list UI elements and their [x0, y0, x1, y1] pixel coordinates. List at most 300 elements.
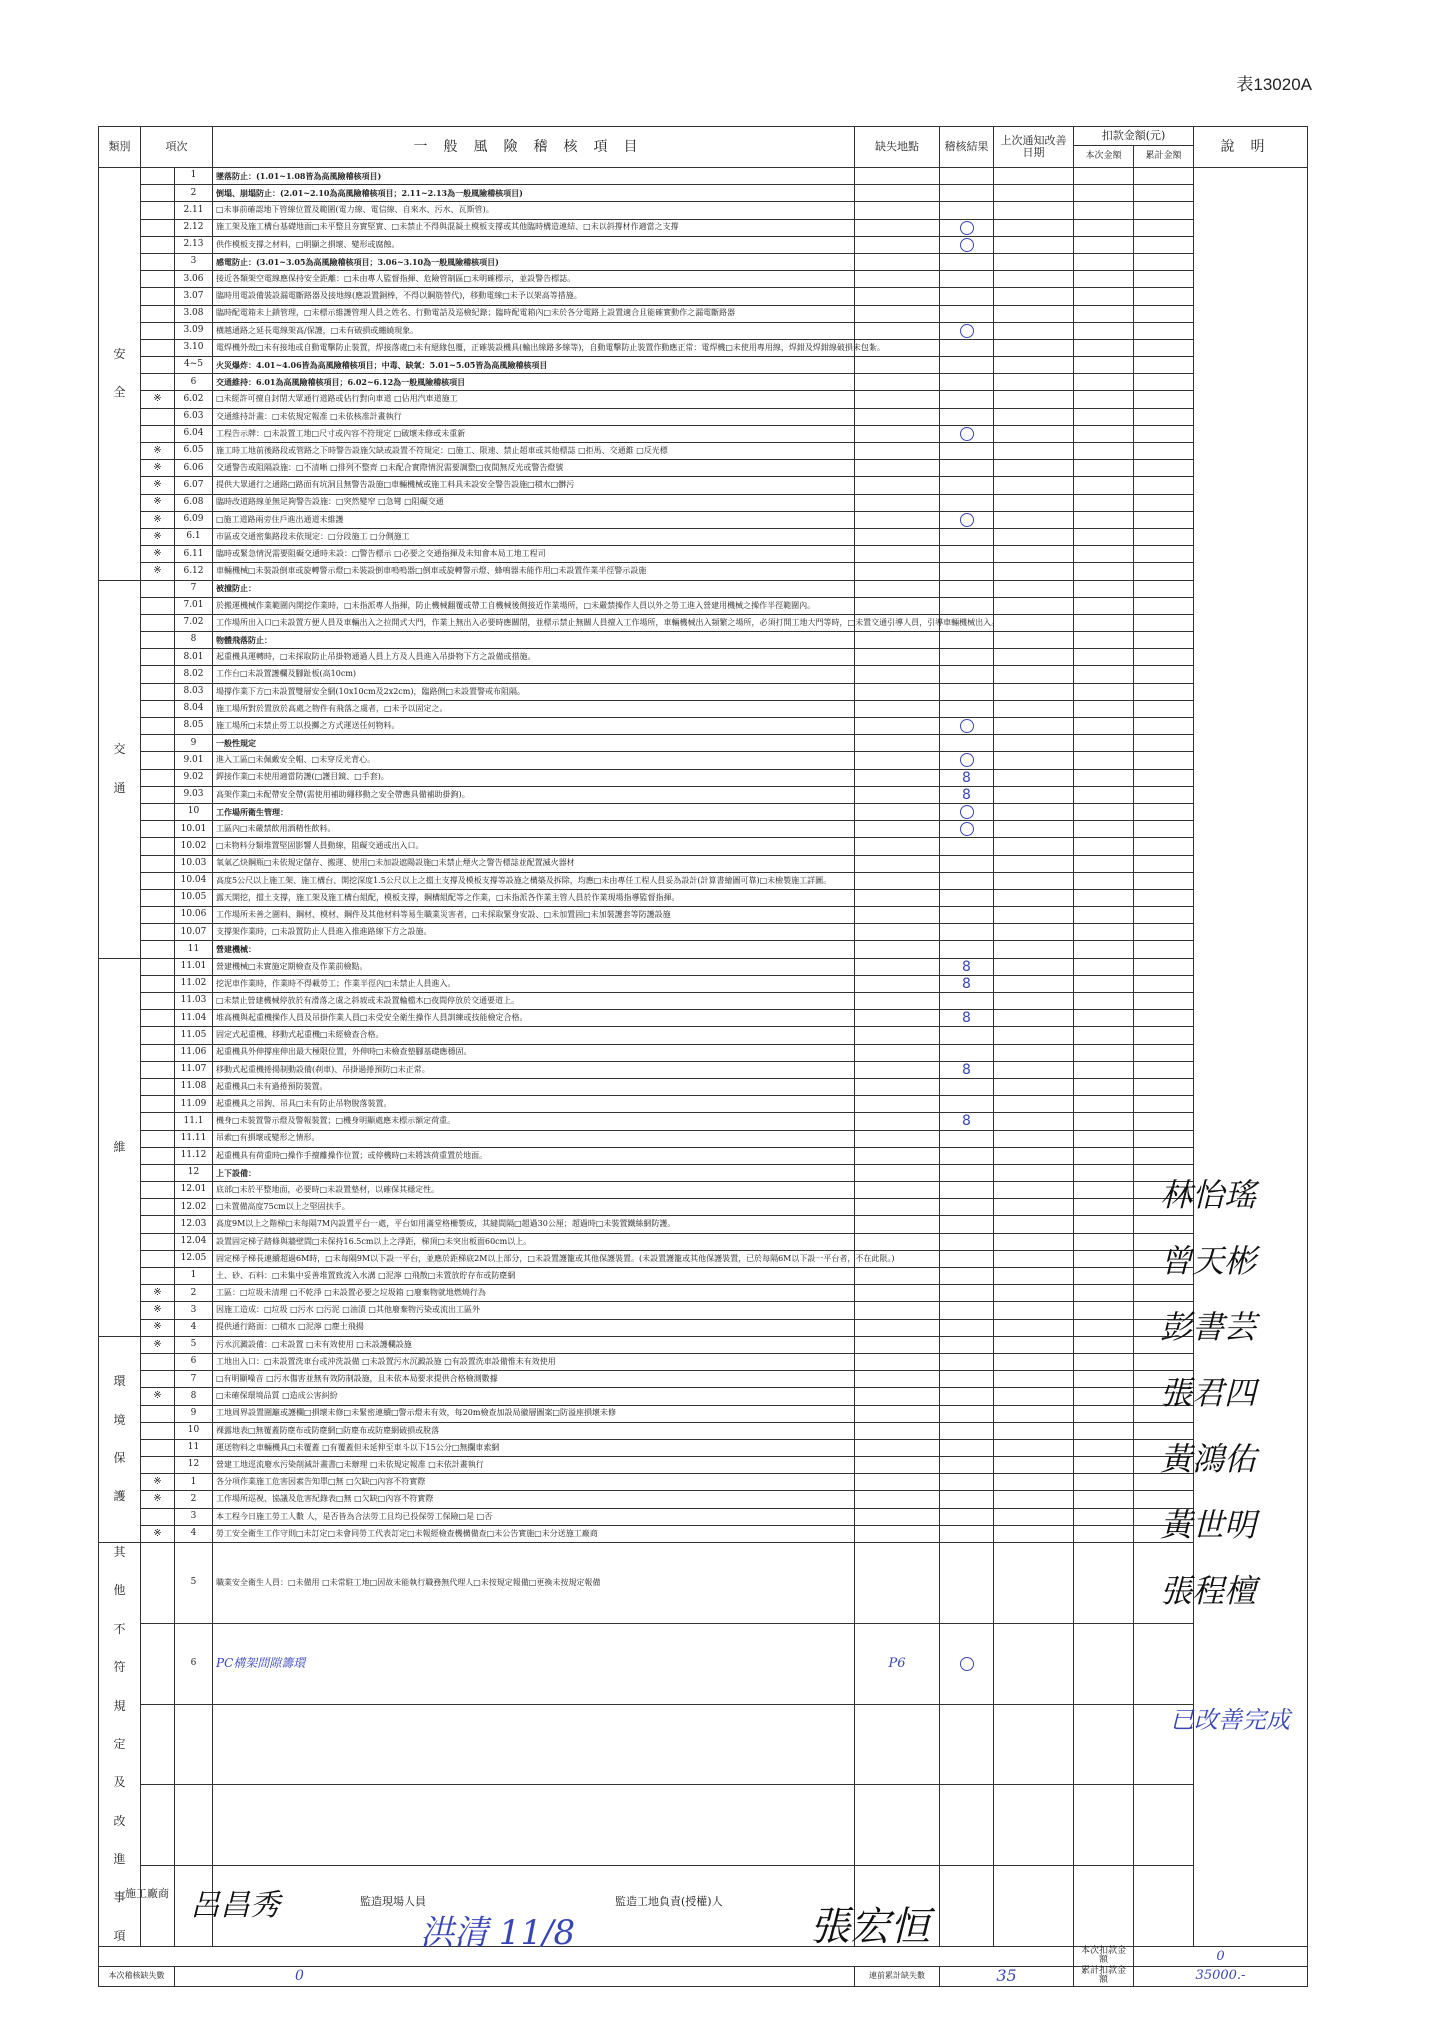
row-mark — [141, 374, 175, 391]
empty-cell — [1134, 253, 1194, 270]
row-result — [940, 374, 994, 391]
empty-cell — [1074, 975, 1134, 992]
table-row — [99, 202, 1308, 219]
row-item-text: 污水沉澱設備：□未設置 □未有效使用 □未設護欄設施 — [213, 1336, 855, 1353]
manager-label: 監造工地負責(授權)人 — [615, 1895, 723, 1908]
empty-cell — [1134, 597, 1194, 614]
row-mark: ※ — [141, 1285, 175, 1302]
form-code: 表13020A — [1236, 75, 1312, 94]
table-row — [99, 443, 1308, 460]
empty-cell — [1134, 443, 1194, 460]
empty-cell — [1074, 219, 1134, 236]
empty-cell — [994, 718, 1074, 735]
row-number: 7.02 — [175, 614, 213, 631]
row-number: 5 — [175, 1543, 213, 1624]
signature-footer — [125, 1875, 1275, 1995]
row-item-text: 提供大眾通行之通路□路面有坑洞且無警告設施□車輛機械或施工料具未設安全警告設施□積水□髒污 — [213, 477, 855, 494]
row-mark — [141, 168, 175, 185]
table-row — [99, 752, 1308, 769]
table-row — [99, 769, 1308, 786]
empty-cell — [994, 907, 1074, 924]
table-row — [99, 1285, 1308, 1302]
row-location — [855, 1543, 940, 1624]
row-item-text: 市區或交通密集路段未依規定：□分段施工 □分側施工 — [213, 528, 855, 545]
row-result — [940, 769, 994, 786]
manager-signature: 張宏恒 — [810, 1904, 930, 1950]
circle-mark-icon — [960, 513, 974, 527]
notes-remark: 已改善完成 — [1170, 1706, 1290, 1734]
table-row — [99, 1704, 1308, 1785]
empty-cell — [1074, 1491, 1134, 1508]
supervisor-label: 監造現場人員 — [360, 1895, 426, 1908]
empty-cell — [1134, 288, 1194, 305]
row-location — [855, 322, 940, 339]
row-item-text: □未禁止營建機械停放於有滑落之虞之斜坡或未設置輪檔木□夜間停放於交通要道上。 — [213, 993, 855, 1010]
row-number: 10.02 — [175, 838, 213, 855]
row-number: 12 — [175, 1164, 213, 1181]
row-result — [940, 683, 994, 700]
row-result — [940, 528, 994, 545]
empty-cell — [1074, 1405, 1134, 1422]
category-cell: 交 通 — [99, 580, 141, 958]
row-location — [855, 1096, 940, 1113]
row-number: 6.06 — [175, 460, 213, 477]
empty-cell — [994, 614, 1074, 631]
row-item-text: 工程告示牌：□未設置工地□尺寸或內容不符規定 □破壞未修或未重新 — [213, 425, 855, 442]
double-circle-mark-icon: 8 — [962, 1061, 971, 1078]
row-item-text: □施工道路兩旁住戶進出通道未維護 — [213, 511, 855, 528]
empty-cell — [994, 958, 1074, 975]
row-item-text: 交通警告或阻隔設施：□不清晰 □排列不整齊 □未配合實際情況需要調整□夜間無反光或警告燈號 — [213, 460, 855, 477]
row-item-text: 裸露地表□無覆蓋防塵布或防塵網□防塵布或防塵網破損或脫落 — [213, 1422, 855, 1439]
empty-cell — [994, 1353, 1074, 1370]
row-location — [855, 391, 940, 408]
header-deduction: 扣款金額(元) — [1074, 127, 1194, 146]
row-number: 12 — [175, 1457, 213, 1474]
table-row — [99, 1268, 1308, 1285]
header-title: 一般風險稽核項目 — [213, 127, 855, 168]
row-result — [940, 408, 994, 425]
row-item-text: □未確保環境品質 □造成公害糾紛 — [213, 1388, 855, 1405]
row-number: 3.09 — [175, 322, 213, 339]
row-location — [855, 941, 940, 958]
table-row — [99, 872, 1308, 889]
row-location — [855, 546, 940, 563]
empty-cell — [994, 322, 1074, 339]
row-location — [855, 1422, 940, 1439]
empty-cell — [994, 993, 1074, 1010]
row-item-text: 堆高機與起重機操作人員及吊掛作業人員□未受安全衛生操作人員訓練或技能檢定合格。 — [213, 1010, 855, 1027]
row-mark — [141, 1623, 175, 1704]
row-mark — [141, 408, 175, 425]
table-row — [99, 494, 1308, 511]
circle-mark-icon — [960, 753, 974, 767]
empty-cell — [1134, 632, 1194, 649]
row-location — [855, 1704, 940, 1785]
row-result — [940, 546, 994, 563]
table-row — [99, 1388, 1308, 1405]
row-result — [940, 838, 994, 855]
empty-cell — [1134, 271, 1194, 288]
row-item-text: 進入工區□未佩戴安全帽、□未穿反光背心。 — [213, 752, 855, 769]
row-location — [855, 1302, 940, 1319]
table-row — [99, 993, 1308, 1010]
empty-cell — [1134, 1623, 1194, 1704]
empty-cell — [1134, 649, 1194, 666]
empty-cell — [1074, 855, 1134, 872]
category-cell: 安 全 — [99, 168, 141, 581]
empty-cell — [994, 1285, 1074, 1302]
empty-cell — [1074, 322, 1134, 339]
row-mark — [141, 1422, 175, 1439]
row-result — [940, 597, 994, 614]
row-item-text: 倒塌、崩塌防止：(2.01~2.10為高風險稽核項目；2.11~2.13為一般風險稽核項目) — [213, 185, 855, 202]
row-result — [940, 443, 994, 460]
row-location — [855, 718, 940, 735]
empty-cell — [1134, 1078, 1194, 1095]
empty-cell — [1134, 408, 1194, 425]
empty-cell — [1074, 1525, 1134, 1542]
empty-cell — [1074, 993, 1134, 1010]
empty-cell — [1074, 666, 1134, 683]
row-number: 10.05 — [175, 889, 213, 906]
empty-cell — [1074, 1182, 1134, 1199]
row-number: 11.09 — [175, 1096, 213, 1113]
row-mark — [141, 683, 175, 700]
table-row — [99, 683, 1308, 700]
row-item-text: 各分項作業施工危害因素告知單□無 □欠缺□內容不符實際 — [213, 1474, 855, 1491]
row-location — [855, 511, 940, 528]
circle-mark-icon — [960, 221, 974, 235]
row-result — [940, 632, 994, 649]
row-location — [855, 185, 940, 202]
row-location — [855, 1199, 940, 1216]
table-row — [99, 1182, 1308, 1199]
row-location — [855, 803, 940, 820]
row-mark — [141, 752, 175, 769]
row-result — [940, 666, 994, 683]
row-result — [940, 322, 994, 339]
row-item-text: 本工程今日施工勞工人數 人，是否皆為合法勞工且均已投保勞工保險□是 □否 — [213, 1508, 855, 1525]
row-item-text: 火災爆炸：4.01~4.06皆為高風險稽核項目；中毒、缺氧：5.01~5.05皆為高風險稽核項目 — [213, 357, 855, 374]
empty-cell — [1074, 683, 1134, 700]
row-result — [940, 1704, 994, 1785]
row-mark — [141, 597, 175, 614]
row-item-text: 高度9M以上之階梯□未每隔7M內設置平台一處，平台如用滿堂格柵製成，其縫間隔□超過30公厘；超過時□未裝置鐵絲網防護。 — [213, 1216, 855, 1233]
empty-cell — [1134, 528, 1194, 545]
row-item-text: 工作台□未設置護欄及腳趾板(高10cm) — [213, 666, 855, 683]
row-item-text — [213, 1785, 855, 1866]
row-item-text: 底部□未於平整地面，必要時□未設置墊材，以確保其穩定性。 — [213, 1182, 855, 1199]
empty-cell — [1134, 1027, 1194, 1044]
empty-cell — [1134, 1010, 1194, 1027]
row-mark — [141, 1164, 175, 1181]
row-location — [855, 735, 940, 752]
row-location — [855, 1130, 940, 1147]
empty-cell — [1074, 1130, 1134, 1147]
circle-mark-icon — [960, 805, 974, 819]
row-result — [940, 271, 994, 288]
empty-cell — [1074, 477, 1134, 494]
row-number: 1 — [175, 168, 213, 185]
row-location — [855, 769, 940, 786]
empty-cell — [1134, 185, 1194, 202]
row-item-text: 臨時用電設備裝設漏電斷路器及接地線(應設置銅棒，不得以鋼筋替代)，移動電線□未予以架高等措施。 — [213, 288, 855, 305]
row-location — [855, 528, 940, 545]
row-result — [940, 1078, 994, 1095]
row-result — [940, 357, 994, 374]
row-mark — [141, 1044, 175, 1061]
notes-signature: 林怡瑤 — [1160, 1176, 1257, 1214]
empty-cell — [994, 1199, 1074, 1216]
table-row — [99, 1353, 1308, 1370]
row-mark — [141, 425, 175, 442]
empty-cell — [1134, 1285, 1194, 1302]
empty-cell — [1134, 803, 1194, 820]
row-item-text: 土、砂、石料：□未集中妥善堆置致流入水溝 □泥濘 □飛散□未置放貯存布或防塵網 — [213, 1268, 855, 1285]
row-location — [855, 1508, 940, 1525]
audit-table — [98, 126, 1308, 1987]
row-location — [855, 443, 940, 460]
row-number: 4 — [175, 1525, 213, 1542]
table-row — [99, 1233, 1308, 1250]
row-location — [855, 1078, 940, 1095]
row-item-text — [213, 1704, 855, 1785]
row-number: 8 — [175, 632, 213, 649]
row-item-text: 職業安全衛生人員：□未備用 □未常駐工地□因故未能執行職務無代理人□未按規定報備□更換未按規定報備 — [213, 1543, 855, 1624]
contractor-label: 施工廠商 — [125, 1887, 169, 1900]
empty-cell — [1074, 1027, 1134, 1044]
row-number: 12.04 — [175, 1233, 213, 1250]
row-location — [855, 1388, 940, 1405]
row-number: 8.01 — [175, 649, 213, 666]
row-item-text: 物體飛落防止： — [213, 632, 855, 649]
row-result — [940, 1147, 994, 1164]
row-number: 12.01 — [175, 1182, 213, 1199]
empty-cell — [994, 1078, 1074, 1095]
empty-cell — [994, 528, 1074, 545]
empty-cell — [1074, 1623, 1134, 1704]
table-row — [99, 614, 1308, 631]
table-row — [99, 924, 1308, 941]
row-mark — [141, 649, 175, 666]
empty-cell — [994, 786, 1074, 803]
table-row — [99, 1474, 1308, 1491]
row-mark — [141, 1353, 175, 1370]
empty-cell — [1074, 168, 1134, 185]
empty-cell — [1074, 1543, 1134, 1624]
row-result — [940, 993, 994, 1010]
empty-cell — [994, 1113, 1074, 1130]
row-number: 3.08 — [175, 305, 213, 322]
table-row — [99, 168, 1308, 185]
empty-cell — [994, 288, 1074, 305]
empty-cell — [1074, 1388, 1134, 1405]
row-number: 10.04 — [175, 872, 213, 889]
this-deduction-value: 0 — [1134, 1946, 1308, 1966]
row-item-text: 車輛機械□未裝設倒車或旋轉警示燈□未裝設倒車嗚嗚器□倒車或旋轉警示燈、蜂鳴器未能作用□未設置作業半徑警示設施 — [213, 563, 855, 580]
empty-cell — [1074, 563, 1134, 580]
row-mark — [141, 838, 175, 855]
row-number: 4 — [175, 1319, 213, 1336]
table-row — [99, 288, 1308, 305]
table-row — [99, 889, 1308, 906]
row-number: 8.02 — [175, 666, 213, 683]
row-result — [940, 1388, 994, 1405]
empty-cell — [994, 202, 1074, 219]
row-location — [855, 1371, 940, 1388]
row-result — [940, 855, 994, 872]
table-row — [99, 649, 1308, 666]
empty-cell — [994, 735, 1074, 752]
table-row — [99, 460, 1308, 477]
table-row — [99, 253, 1308, 270]
circle-mark-icon — [960, 324, 974, 338]
row-number: 3 — [175, 1508, 213, 1525]
table-row — [99, 236, 1308, 253]
row-result — [940, 1457, 994, 1474]
empty-cell — [1074, 1061, 1134, 1078]
circle-mark-icon — [960, 719, 974, 733]
empty-cell — [1134, 941, 1194, 958]
row-location — [855, 460, 940, 477]
row-item-text: 施工場所□未禁止勞工以投擲之方式運送任何物料。 — [213, 718, 855, 735]
row-item-text: 工作場所未善之圍料、鋼材、模材、鋼件及其他材料等易生職業災害者，□未採取緊身安設、□未加置固□未加裝護套等防護設施 — [213, 907, 855, 924]
empty-cell — [994, 683, 1074, 700]
empty-cell — [1074, 769, 1134, 786]
empty-cell — [1074, 821, 1134, 838]
empty-cell — [1074, 1319, 1134, 1336]
double-circle-mark-icon: 8 — [962, 975, 971, 992]
header-result: 稽核結果 — [940, 127, 994, 168]
row-result — [940, 786, 994, 803]
row-mark — [141, 322, 175, 339]
table-row — [99, 391, 1308, 408]
row-item-text: 起重機具□未有過捲預防裝置。 — [213, 1078, 855, 1095]
row-mark — [141, 202, 175, 219]
empty-cell — [994, 649, 1074, 666]
row-number: 11.01 — [175, 958, 213, 975]
table-row — [99, 700, 1308, 717]
table-row — [99, 1216, 1308, 1233]
empty-cell — [994, 185, 1074, 202]
row-location — [855, 374, 940, 391]
row-mark — [141, 288, 175, 305]
row-location — [855, 1061, 940, 1078]
table-row — [99, 1422, 1308, 1439]
row-result — [940, 511, 994, 528]
row-result — [940, 1164, 994, 1181]
empty-cell — [994, 1785, 1074, 1866]
empty-cell — [994, 666, 1074, 683]
double-circle-mark-icon: 8 — [962, 1113, 971, 1130]
empty-cell — [994, 271, 1074, 288]
empty-cell — [1074, 735, 1134, 752]
table-row — [99, 1130, 1308, 1147]
row-mark — [141, 786, 175, 803]
row-mark — [141, 1216, 175, 1233]
empty-cell — [1134, 425, 1194, 442]
row-result — [940, 339, 994, 356]
empty-cell — [1134, 1044, 1194, 1061]
empty-cell — [1074, 1113, 1134, 1130]
table-row — [99, 1336, 1308, 1353]
empty-cell — [1074, 1078, 1134, 1095]
row-location — [855, 1164, 940, 1181]
row-number: 11.03 — [175, 993, 213, 1010]
empty-cell — [1134, 460, 1194, 477]
row-number: 11.08 — [175, 1078, 213, 1095]
table-row — [99, 1543, 1308, 1624]
circle-mark-icon — [960, 238, 974, 252]
empty-cell — [1074, 924, 1134, 941]
row-mark: ※ — [141, 1525, 175, 1542]
empty-cell — [1074, 718, 1134, 735]
empty-cell — [1074, 907, 1134, 924]
empty-cell — [994, 494, 1074, 511]
row-number: 10.03 — [175, 855, 213, 872]
row-item-text: 橫越通路之延長電線架高/保護，□未有破損或纏繞現象。 — [213, 322, 855, 339]
empty-cell — [1074, 1474, 1134, 1491]
row-number: 11.05 — [175, 1027, 213, 1044]
row-number: 6.12 — [175, 563, 213, 580]
table-row — [99, 597, 1308, 614]
row-mark — [141, 1371, 175, 1388]
row-item-text: 工作場所巡視、協議及危害紀錄表□無 □欠缺□內容不符實際 — [213, 1491, 855, 1508]
empty-cell — [1074, 1285, 1134, 1302]
row-item-text: 氧氣乙炔鋼瓶□未依規定儲存、搬運、使用□未加設遮陽設施□未禁止煙火之警告標誌並配置滅火器材 — [213, 855, 855, 872]
empty-cell — [1074, 1439, 1134, 1456]
empty-cell — [1074, 1508, 1134, 1525]
empty-cell — [994, 1061, 1074, 1078]
total-deduction-label: 累計扣款金額 — [1074, 1966, 1134, 1986]
row-item-text: 挖泥車作業時，作業時不得載勞工；作業半徑內□未禁止人員進入。 — [213, 975, 855, 992]
row-result — [940, 1096, 994, 1113]
empty-cell — [994, 1096, 1074, 1113]
table-row — [99, 1010, 1308, 1027]
row-mark: ※ — [141, 460, 175, 477]
notes-signature: 彭書芸 — [1160, 1308, 1257, 1346]
row-item-text: 工地周界設置圍籬或護欄□損壞未修□未緊密連續□警示燈未有效，每20m檢查加設局徽層圖案□防溢座損壞未修 — [213, 1405, 855, 1422]
table-row — [99, 1199, 1308, 1216]
table-row — [99, 907, 1308, 924]
row-location: P6 — [855, 1623, 940, 1704]
row-location — [855, 649, 940, 666]
empty-cell — [994, 236, 1074, 253]
empty-cell — [1074, 700, 1134, 717]
row-mark — [141, 339, 175, 356]
row-number: 11.11 — [175, 1130, 213, 1147]
row-item-text: 露天開挖，擋土支撐，施工架及施工構台組配，模板支撐，鋼構組配等之作業，□未指派各作業主管人員於作業現場指導監督指揮。 — [213, 889, 855, 906]
row-location — [855, 786, 940, 803]
empty-cell — [994, 924, 1074, 941]
table-row — [99, 1078, 1308, 1095]
table-row — [99, 511, 1308, 528]
empty-cell — [994, 889, 1074, 906]
row-mark — [141, 975, 175, 992]
empty-cell — [1134, 993, 1194, 1010]
empty-cell — [994, 443, 1074, 460]
row-item-text: 高度5公尺以上施工架、施工構台、開挖深度1.5公尺以上之擋土支撐及模板支撐等設施之構築及拆除，均應□未由專任工程人員妥為設計(計算書繪圖可靠)□未檢製施工詳圖。 — [213, 872, 855, 889]
empty-cell — [1074, 632, 1134, 649]
row-number: 7 — [175, 1371, 213, 1388]
empty-cell — [1074, 374, 1134, 391]
empty-cell — [1134, 305, 1194, 322]
empty-cell — [994, 752, 1074, 769]
row-number: 11.1 — [175, 1113, 213, 1130]
row-location — [855, 907, 940, 924]
empty-cell — [1134, 1130, 1194, 1147]
